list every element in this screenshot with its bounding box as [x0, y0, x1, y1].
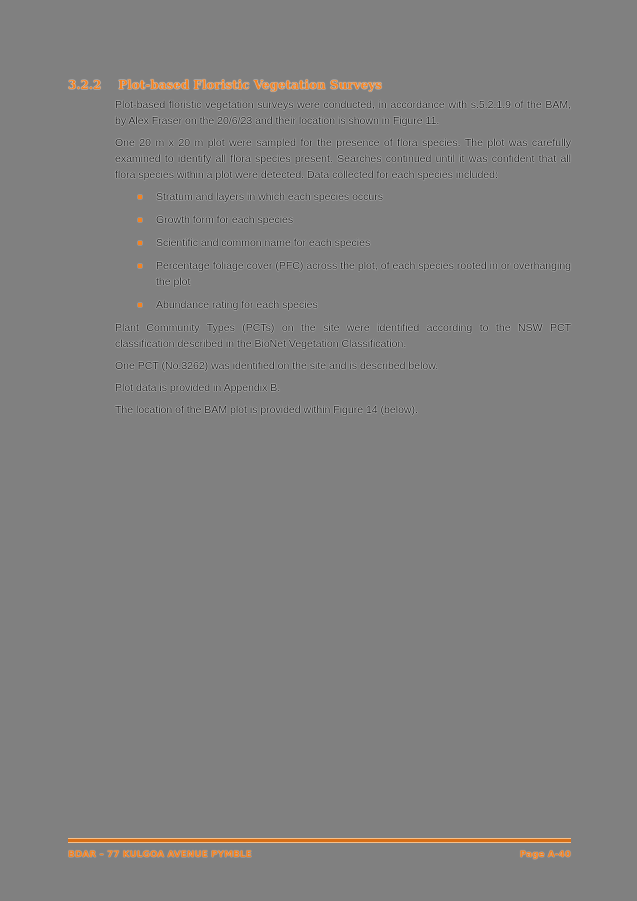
- data-collected-list: [115, 189, 571, 313]
- list-item: [115, 235, 571, 251]
- list-item-text: Stratum and layers in which each species occurs: [156, 191, 384, 203]
- section-body: [115, 97, 571, 424]
- square-bullet-icon: [138, 303, 142, 307]
- paragraph-plot-location: The location of the BAM plot is provided within Figure 14 (below).: [115, 404, 418, 416]
- section-number: 3.2.2: [68, 78, 102, 92]
- list-item: [115, 189, 571, 205]
- list-item-text: Scientific and common name for each species: [156, 237, 371, 249]
- paragraph-pct-classification: Plant Community Types (PCTs) on the site were identified according to the NSW PCT classification described in the BioNet Vegetation Classification.: [115, 322, 571, 350]
- list-item: [115, 297, 571, 313]
- footer-document-title: BDAR – 77 KULGOA AVENUE PYMBLE: [68, 850, 252, 860]
- square-bullet-icon: [138, 218, 142, 222]
- list-item: [115, 258, 571, 290]
- section-heading: [68, 78, 382, 92]
- footer-divider: [68, 838, 571, 843]
- paragraph-plot-data: Plot data is provided in Appendix B.: [115, 382, 281, 394]
- paragraph-pct-identified: One PCT (No.3262) was identified on the site and is described below.: [115, 360, 439, 372]
- list-item: [115, 212, 571, 228]
- section-title: Plot-based Floristic Vegetation Surveys: [118, 78, 382, 92]
- footer-page-number: Page A-40: [519, 850, 571, 860]
- list-item-text: Growth form for each species: [156, 214, 294, 226]
- square-bullet-icon: [138, 264, 142, 268]
- paragraph-plot-method: One 20 m x 20 m plot were sampled for the presence of flora species. The plot was carefully examined to identify all flora species present. Searches continued until it was confident that all flora species within a plot were detected. Data collected for each species included:: [115, 137, 571, 181]
- paragraph-survey-intro: Plot-based floristic vegetation surveys were conducted, in accordance with s.5.2.1.9 of the BAM, by Alex Fraser on the 20/6/23 and their location is shown in Figure 11.: [115, 99, 571, 127]
- square-bullet-icon: [138, 195, 142, 199]
- list-item-text: Abundance rating for each species: [156, 299, 318, 311]
- list-item-text: Percentage foliage cover (PFC) across the plot, of each species rooted in or overhanging the plot: [156, 260, 571, 288]
- square-bullet-icon: [138, 241, 142, 245]
